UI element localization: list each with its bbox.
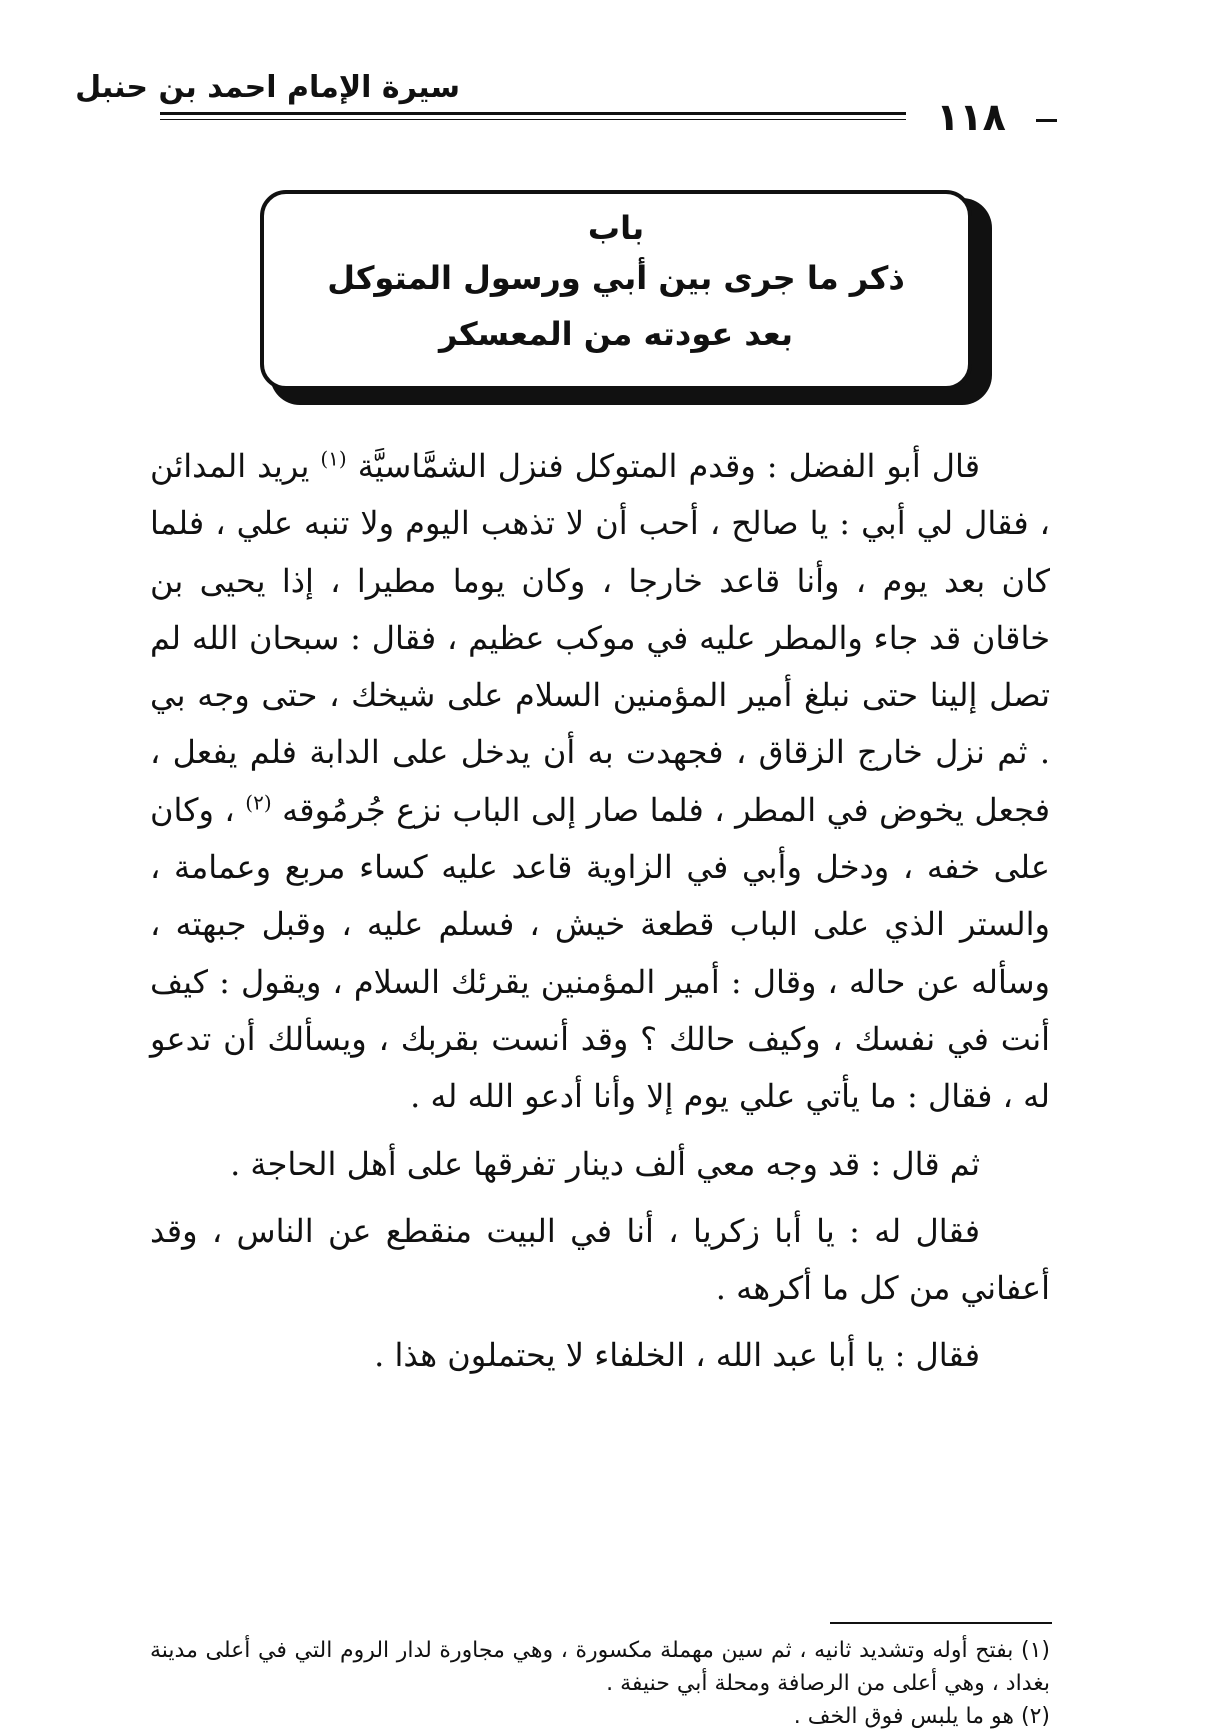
chapter-heading-box xyxy=(260,190,972,390)
chapter-title-line-2: بعد عودته من المعسكر xyxy=(439,315,793,353)
paragraph-3: فقال له : يا أبا زكريا ، أنا في البيت منقطع عن الناس ، وقد أعفاني من كل ما أكرهه . xyxy=(150,1211,1050,1308)
paragraph-4: فقال : يا أبا عبد الله ، الخلفاء لا يحتملون هذا . xyxy=(374,1336,980,1375)
paragraph-1-part-b: يريد المدائن ، فقال لي أبي : يا صالح ، أحب أن لا تذهب اليوم ولا تنبه علي ، فلما كان بعد يوم ، وأنا قاعد خارجا ، وكان يوما مطيرا ، إذا يحيى بن خاقان قد جاء والمطر عليه في موكب عظيم ، فقال : سبحان الله لم تصل إلينا حتى نبلغ أمير المؤمنين السلام على شيخك ، حتى وجه بي . ثم نزل خارج الزقاق ، فجهدت به أن يدخل على الدابة فلم يفعل ، فجعل يخوض في المطر ، فلما صار إلى الباب نزع جُرمُوقه xyxy=(150,447,1051,829)
footnote-separator xyxy=(830,1622,1052,1624)
paragraph-2: ثم قال : قد وجه معي ألف دينار تفرقها على أهل الحاجة . xyxy=(230,1144,980,1183)
footnote-2: (٢) هو ما يلبس فوق الخف . xyxy=(793,1704,1050,1729)
chapter-title-line-1: ذكر ما جرى بين أبي ورسول المتوكل xyxy=(327,259,905,297)
paragraph-1-part-c: ، وكان على خفه ، ودخل وأبي في الزاوية قاعد عليه كساء مربع وعمامة ، والستر الذي على الباب قطعة خيش ، فسلم عليه ، وقبل جبهته ، وسأله عن حاله ، وقال : أمير المؤمنين يقرئك السلام ، ويقول : كيف أنت في نفسك ، وكيف حالك ؟ وقد أنست بقربك ، ويسألك أن تدعو له ، فقال : ما يأتي علي يوم إلا وأنا أدعو الله له . xyxy=(150,790,1051,1116)
header-rule-thick xyxy=(160,112,1027,115)
page-number: ١١٨ xyxy=(906,97,1036,137)
footnote-1: (١) بفتح أوله وتشديد ثانيه ، ثم سين مهملة مكسورة ، وهي مجاورة لدار الروم التي في أعلى مدينة بغداد ، وهي أعلى من الرصافة ومحلة أبي حنيفة . xyxy=(150,1638,1050,1696)
paragraph-1 xyxy=(150,438,1050,1126)
footnote-ref-2: (٢) xyxy=(245,790,272,815)
footnote-ref-1: (١) xyxy=(320,446,347,471)
running-header-title: سيرة الإمام احمد بن حنبل xyxy=(75,70,460,105)
paragraph-1-part-a: قال أبو الفضل : وقدم المتوكل فنزل الشمَّاسيَّة xyxy=(357,447,981,485)
footnotes xyxy=(150,1634,1050,1733)
body-text xyxy=(150,438,1050,1385)
chapter-label: باب xyxy=(587,209,645,247)
header-rule-thin xyxy=(160,119,920,120)
